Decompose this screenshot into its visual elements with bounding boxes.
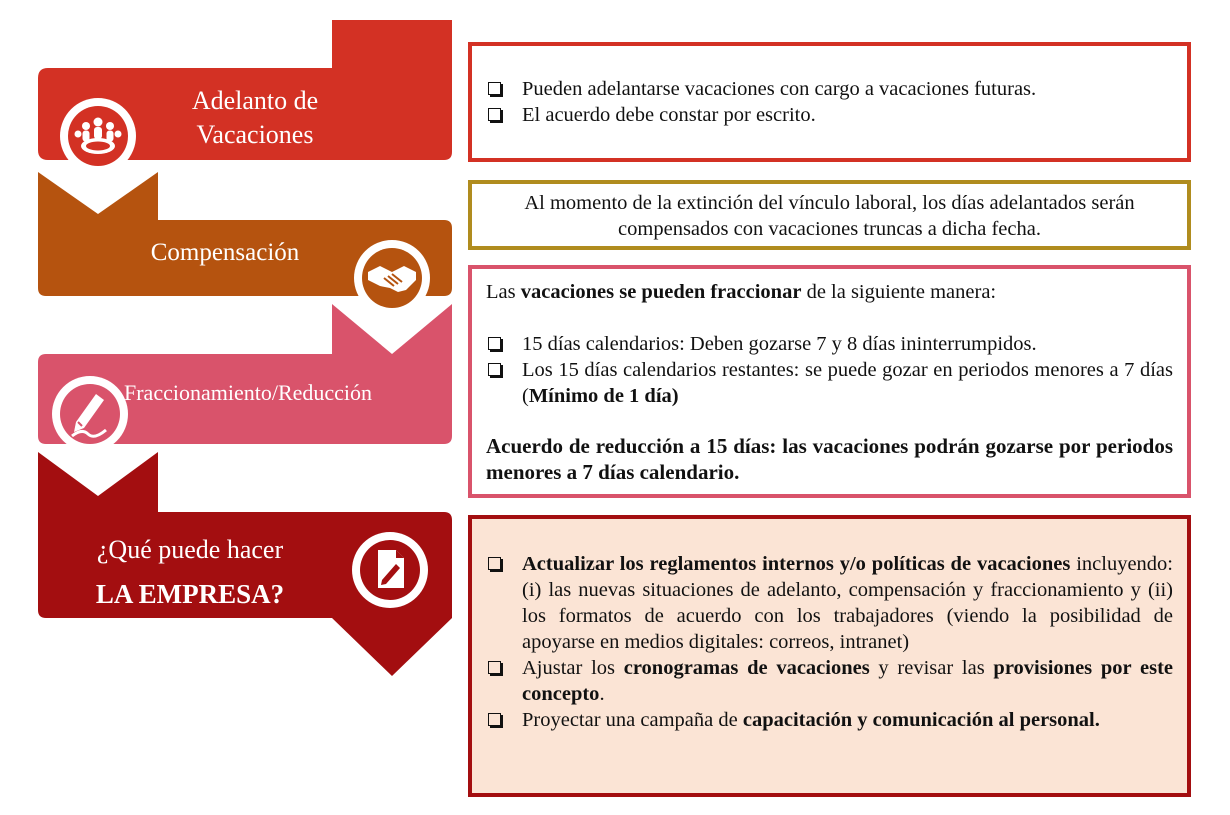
empresa-list bbox=[486, 551, 1173, 733]
adelanto-title-line1: Adelanto de bbox=[191, 86, 319, 115]
group-people-icon bbox=[60, 98, 136, 174]
empresa-title-line1: ¿Qué puede hacer bbox=[96, 535, 284, 564]
empresa-title-line2: LA EMPRESA? bbox=[95, 579, 285, 609]
compensacion-box bbox=[468, 180, 1191, 250]
checkbox-bullet-icon bbox=[488, 557, 501, 570]
fraccionamiento-list bbox=[486, 331, 1173, 409]
compensacion-text: Al momento de la extinción del vínculo laboral, los días adelantados serán compensados con vacaciones truncas a dicha fecha. bbox=[524, 192, 1135, 240]
adelanto-title bbox=[160, 84, 350, 152]
list-item: Ajustar los cronogramas de vacaciones y revisar las provisiones por este concepto. bbox=[486, 655, 1173, 707]
list-item: Los 15 días calendarios restantes: se puede gozar en periodos menores a 7 días (Mínimo de 1 día) bbox=[486, 357, 1173, 409]
list-item: Pueden adelantarse vacaciones con cargo a vacaciones futuras. bbox=[486, 76, 1173, 102]
pen-signature-icon bbox=[52, 376, 128, 452]
document-edit-icon bbox=[352, 532, 428, 608]
fraccionamiento-intro: Las vacaciones se pueden fraccionar de la siguiente manera: bbox=[486, 281, 997, 303]
checkbox-bullet-icon bbox=[488, 82, 501, 95]
checkbox-bullet-icon bbox=[488, 363, 501, 376]
checkbox-bullet-icon bbox=[488, 713, 501, 726]
adelanto-list bbox=[486, 76, 1173, 128]
fraccionamiento-closing: Acuerdo de reducción a 15 días: las vacaciones podrán gozarse por periodos menores a 7 días calendario. bbox=[486, 434, 1173, 484]
checkbox-bullet-icon bbox=[488, 661, 501, 674]
fraccionamiento-box bbox=[468, 265, 1191, 498]
adelanto-title-line2: Vacaciones bbox=[196, 120, 314, 149]
checkbox-bullet-icon bbox=[488, 108, 501, 121]
empresa-title bbox=[60, 528, 320, 616]
list-item: Actualizar los reglamentos internos y/o políticas de vacaciones incluyendo: (i) las nuevas situaciones de adelanto, compensación y fraccionamiento y (ii) los formatos de acuerdo con los trabajadores (viendo la posibilidad de apoyarse en medios digitales: correos, intranet) bbox=[486, 551, 1173, 655]
fraccionamiento-title: Fraccionamiento/Reducción bbox=[124, 380, 373, 405]
list-item: El acuerdo debe constar por escrito. bbox=[486, 102, 1173, 128]
list-item: 15 días calendarios: Deben gozarse 7 y 8 días ininterrumpidos. bbox=[486, 331, 1173, 357]
checkbox-bullet-icon bbox=[488, 337, 501, 350]
compensacion-title: Compensación bbox=[150, 239, 300, 266]
empresa-box bbox=[468, 515, 1191, 797]
handshake-icon bbox=[354, 240, 430, 316]
adelanto-box bbox=[468, 42, 1191, 162]
list-item: Proyectar una campaña de capacitación y comunicación al personal. bbox=[486, 707, 1173, 733]
